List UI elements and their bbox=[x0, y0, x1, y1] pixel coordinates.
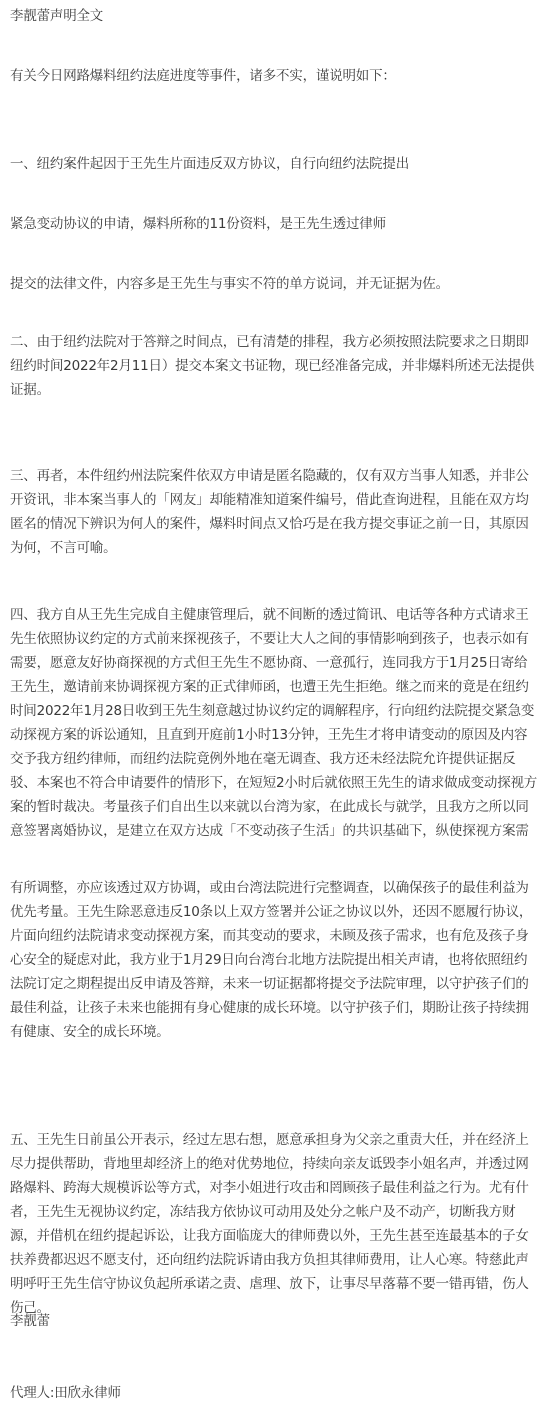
section1-line3: 提交的法律文件，内容多是王先生与事实不符的单方说词，并无证据为佐。 bbox=[10, 276, 449, 292]
intro-paragraph: 有关今日网路爆料纽约法庭进度等事件，诸多不实，谨说明如下： bbox=[10, 68, 396, 84]
section1-line1: 一、纽约案件起因于王先生片面违反双方协议，自行向纽约法院提出 bbox=[10, 156, 409, 172]
document-title: 李靓蕾声明全文 bbox=[10, 8, 104, 24]
section1-line2: 紧急变动协议的申请，爆料所称的11份资料，是王先生透过律师 bbox=[10, 216, 386, 232]
agent-line: 代理人:田欣永律师 bbox=[10, 1385, 121, 1401]
section2-paragraph: 二、由于纽约法院对于答辩之时间点，已有清楚的排程，我方必须按照法院要求之日期即纽约时间2022年2月11日）提交本案文书证物，现已经准备完成，并非爆料所述无法提供证据。 bbox=[10, 334, 535, 398]
section3-paragraph: 三、再者，本件纽约州法院案件依双方申请是匿名隐藏的，仅有双方当事人知悉，并非公开资讯，非本案当事人的「网友」却能精准知道案件编号，借此查询进程，且能在双方均匿名的情况下辨识为何人的案件，爆料时间点又恰巧是在我方提交事证之前一日，其原因为何，不言可喻。 bbox=[10, 468, 529, 556]
signature: 李靓蕾 bbox=[10, 1313, 50, 1329]
section5-paragraph: 五、王先生日前虽公开表示，经过左思右想，愿意承担身为父亲之重责大任，并在经济上尽力提供帮助，背地里却经济上的绝对优势地位，持续向亲友诋毁李小姐名声，并透过网路爆料、跨海大规模诉讼等方式，对李小姐进行攻击和罔顾孩子最佳利益之行为。尤有什者，王先生无视协议约定，冻结我方依协议可动用及处分之帐户及不动产，切断我方财源，并借机在纽约提起诉讼，让我方面临庞大的律师费以外，王先生甚至连最基本的子女扶养费都迟迟不愿支付，还向纽约法院诉请由我方负担其律师费用，让人心寒。特慈此声明呼吁王先生信守协议负起所承诺之责、虐理、放下，让事尽早落幕不要一错再错，伤人伤己。 bbox=[10, 1132, 529, 1316]
section4-paragraph: 四、我方自从王先生完成自主健康管理后，就不间断的透过简讯、电话等各种方式请求王先生依照协议约定的方式前来探视孩子，不要让大人之间的事情影响到孩子，也表示如有需要，愿意友好协商探视的方式但王先生不愿协商、一意孤行，连同我方于1月25日寄给王先生，邀请前来协调探视方案的正式律师函，也遭王先生拒绝。继之而来的竟是在纽约时间2022年1月28日收到王先生刻意越过协议约定的调解程序，行向纽约法院提交紧急变动探视方案的诉讼通知，且直到开庭前1小时13分钟，王先生才将申请变动的原因及内容交予我方纽约律师，而纽约法院竟例外地在毫无调查、我方还未经法院允许提供证据反驳、本案也不符合申请要件的情形下，在短短2小时后就依照王先生的请求做成变动探视方案的暂时裁决。考量孩子们自出生以来就以台湾为家，在此成长与就学，且我方之所以同意签署离婚协议，是建立在双方达成「不变动孩子生活」的共识基础下，纵使探视方案需 bbox=[10, 607, 538, 839]
section4-continuation-paragraph: 有所调整，亦应该透过双方协调，或由台湾法院进行完整调查，以确保孩子的最佳利益为优先考量。王先生除恶意违反10条以上双方签署并公证之协议以外，还因不愿履行协议，片面向纽约法院请求变动探视方案，而其变动的要求，未顾及孩子需求，也有危及孩子身心安全的疑虑对此，我方业于1月29日向台湾台北地方法院提出相关声请，也将依照纽约法院订定之期程提出反申请及答辩，未来一切证据都将提交予法院审理，以守护孩子们的最佳利益，让孩子未来也能拥有身心健康的成长环境。以守护孩子们，期盼让孩子持续拥有健康、安全的成长环境。 bbox=[10, 880, 533, 1040]
